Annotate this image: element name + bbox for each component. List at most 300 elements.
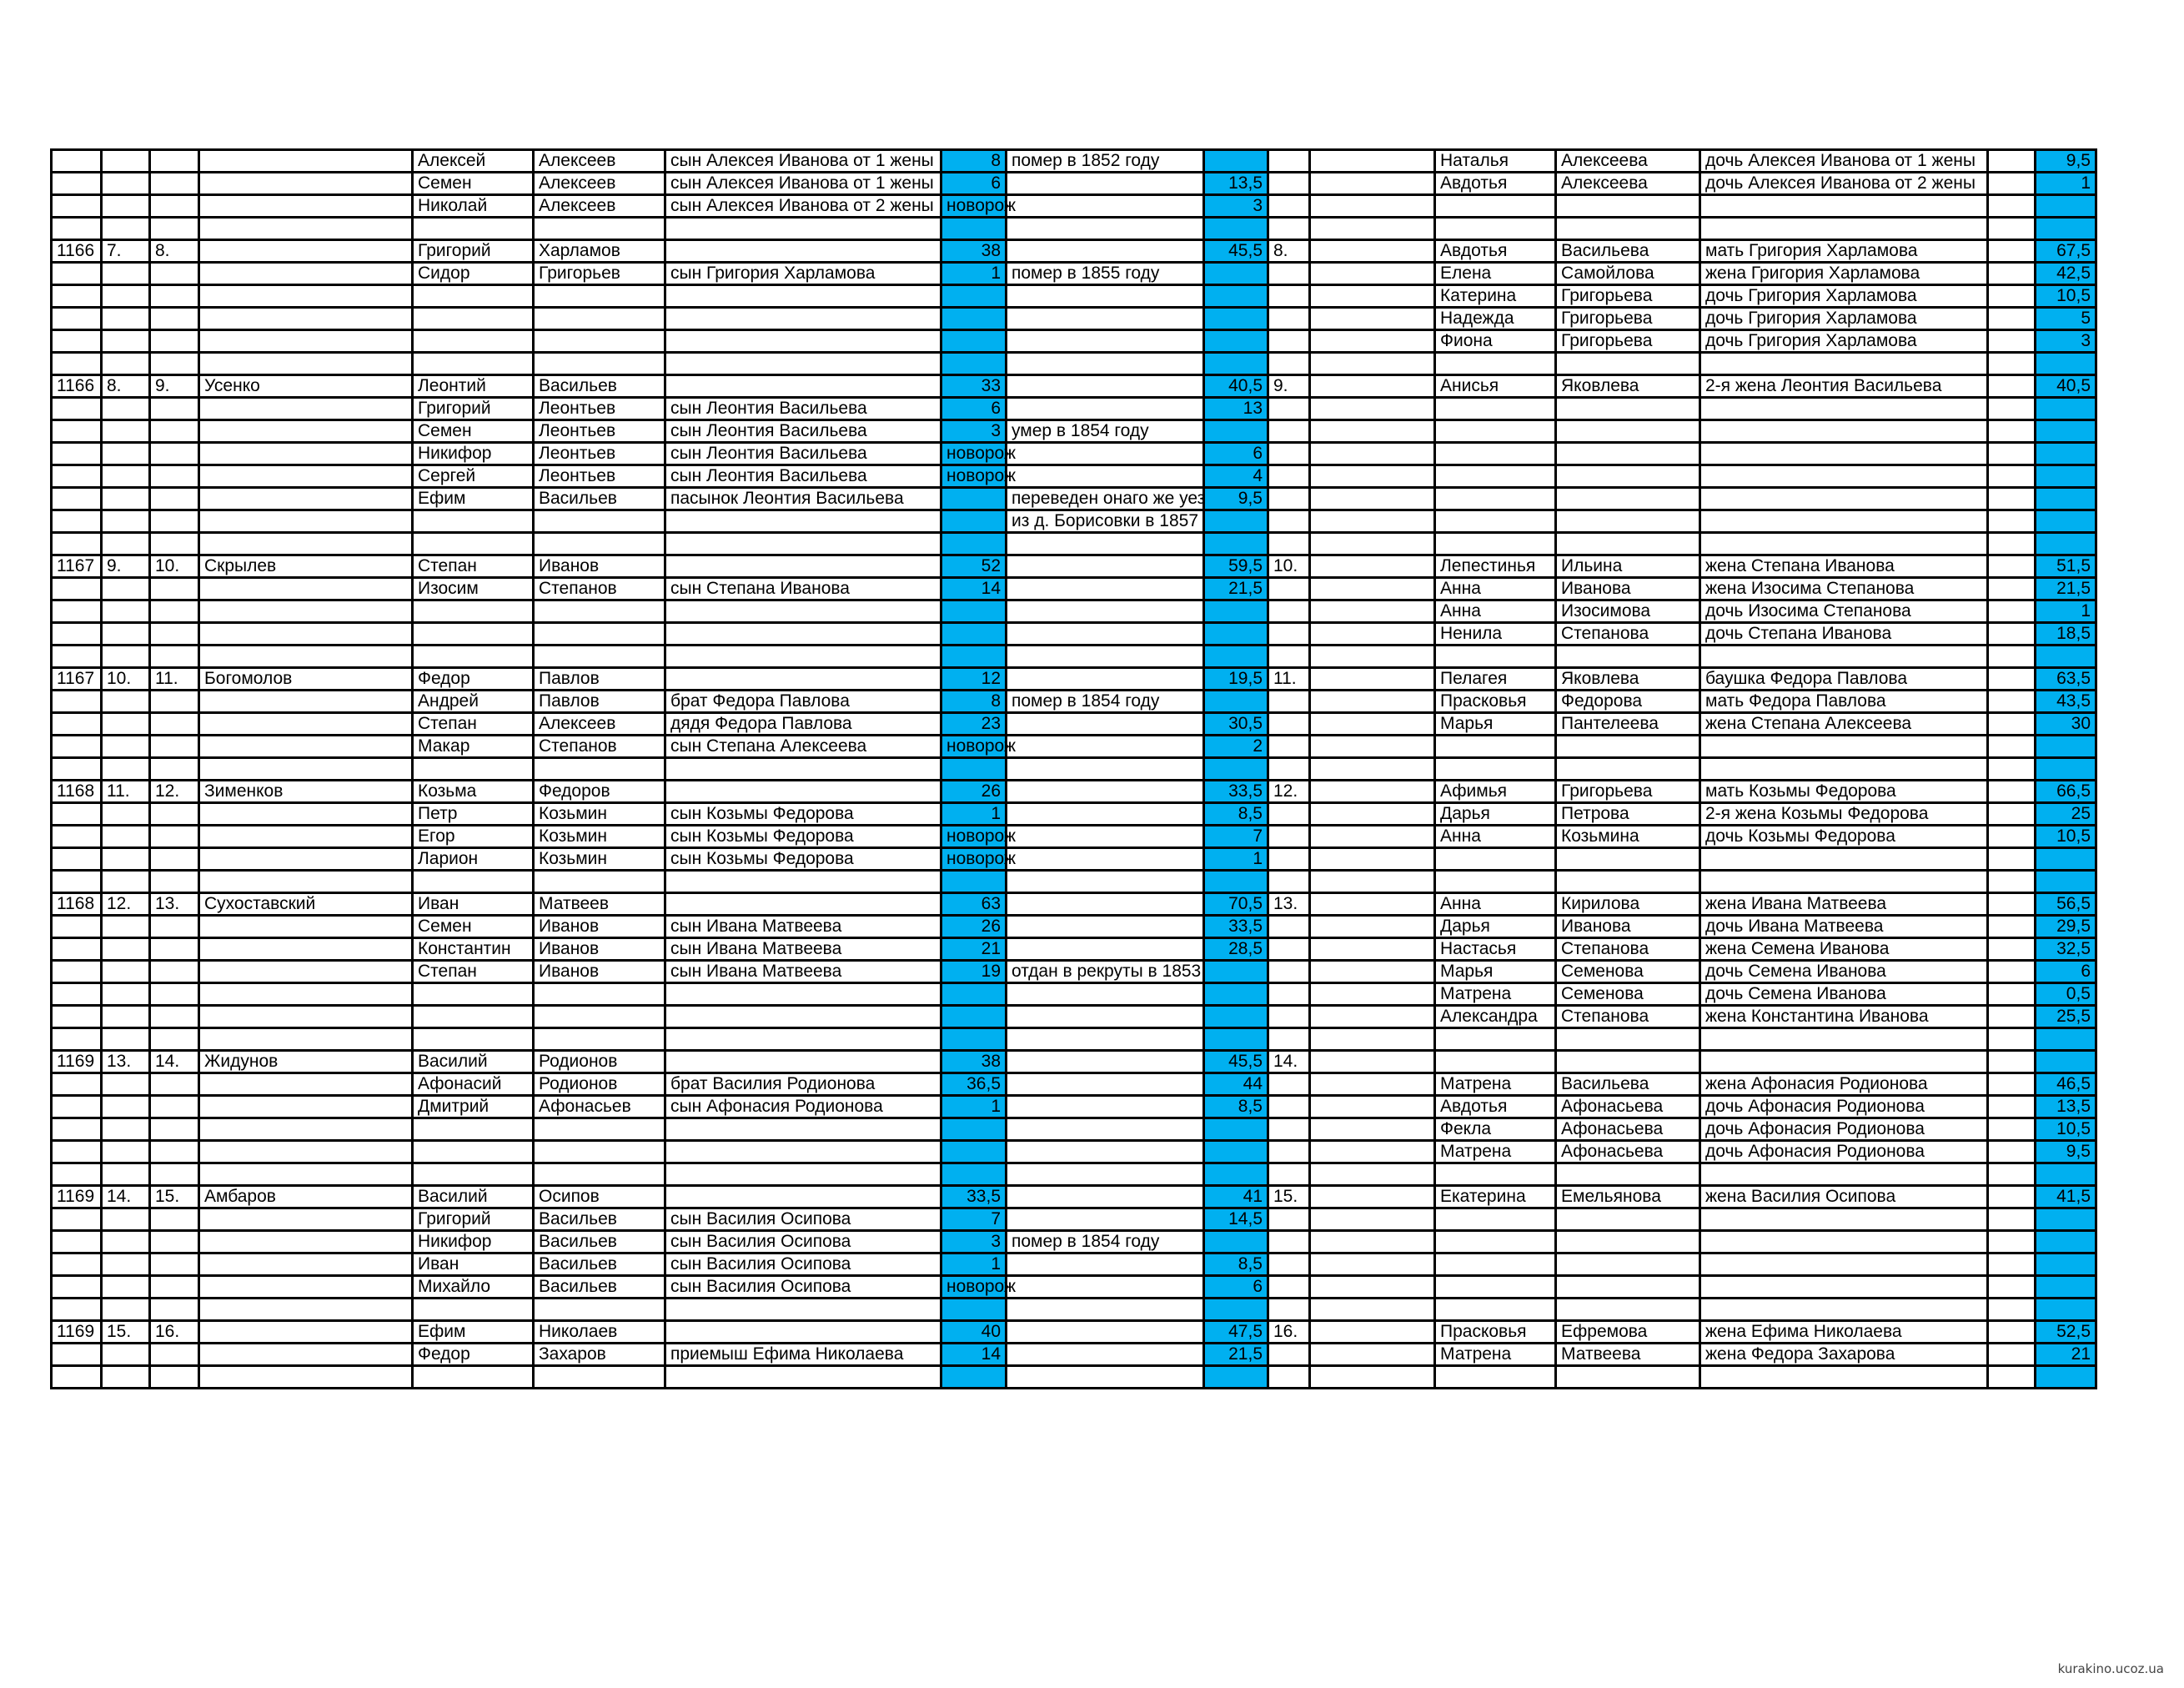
cell-first-name: Егор xyxy=(413,826,534,848)
cell-age-1850 xyxy=(941,510,1007,533)
cell-family-number-old xyxy=(102,308,150,330)
table-row xyxy=(52,443,2096,465)
cell-family-number-new xyxy=(150,623,199,646)
cell-female-family-number: 11. xyxy=(1268,668,1310,691)
cell-age-1858: 6 xyxy=(1204,443,1268,465)
cell-female-relation xyxy=(1700,1276,1988,1299)
cell-female-first-name: Прасковья xyxy=(1435,691,1556,713)
cell-first-name: Никифор xyxy=(413,443,534,465)
cell-spacer xyxy=(1310,1344,1435,1366)
cell-house-number xyxy=(52,465,102,488)
cell-spacer xyxy=(1310,330,1435,353)
cell-age-1850: 3 xyxy=(941,420,1007,443)
cell-first-name xyxy=(413,1118,534,1141)
cell-female-patronymic xyxy=(1556,1276,1700,1299)
cell-relation: сын Алексея Иванова от 1 жены xyxy=(665,150,941,173)
cell-relation: пасынок Леонтия Васильева xyxy=(665,488,941,510)
cell-female-relation xyxy=(1700,848,1988,871)
cell-spacer xyxy=(1310,195,1435,218)
table-row xyxy=(52,938,2096,961)
cell-female-first-name: Матрена xyxy=(1435,1141,1556,1163)
cell-female-patronymic: Афонасьева xyxy=(1556,1141,1700,1163)
cell-female-family-number: 9. xyxy=(1268,375,1310,398)
table-row xyxy=(52,218,2096,240)
cell-patronymic: Степанов xyxy=(534,736,665,758)
cell-first-name xyxy=(413,1006,534,1028)
cell-female-patronymic: Матвеева xyxy=(1556,1344,1700,1366)
cell-female-relation xyxy=(1700,1051,1988,1073)
cell-family-number-new xyxy=(150,1299,199,1321)
cell-family-number-old xyxy=(102,1276,150,1299)
cell-patronymic: Павлов xyxy=(534,668,665,691)
cell-patronymic: Степанов xyxy=(534,578,665,600)
cell-spacer-2 xyxy=(1988,893,2036,916)
cell-spacer-2 xyxy=(1988,1006,2036,1028)
cell-relation xyxy=(665,646,941,668)
cell-female-age xyxy=(2036,420,2096,443)
cell-female-first-name xyxy=(1435,533,1556,555)
cell-patronymic: Иванов xyxy=(534,916,665,938)
cell-note xyxy=(1007,353,1204,375)
table-row xyxy=(52,758,2096,781)
cell-house-number xyxy=(52,488,102,510)
cell-female-patronymic xyxy=(1556,1366,1700,1389)
cell-first-name: Семен xyxy=(413,173,534,195)
cell-patronymic xyxy=(534,983,665,1006)
cell-house-number xyxy=(52,1276,102,1299)
cell-note xyxy=(1007,781,1204,803)
table-row xyxy=(52,555,2096,578)
cell-family-number-new: 9. xyxy=(150,375,199,398)
cell-surname xyxy=(199,1163,413,1186)
cell-house-number xyxy=(52,1366,102,1389)
cell-female-first-name xyxy=(1435,420,1556,443)
cell-spacer xyxy=(1310,488,1435,510)
cell-house-number xyxy=(52,623,102,646)
cell-relation: сын Леонтия Васильева xyxy=(665,465,941,488)
cell-female-first-name xyxy=(1435,443,1556,465)
cell-female-patronymic: Пантелеева xyxy=(1556,713,1700,736)
cell-female-family-number xyxy=(1268,826,1310,848)
cell-age-1858 xyxy=(1204,420,1268,443)
cell-first-name: Сергей xyxy=(413,465,534,488)
cell-surname xyxy=(199,533,413,555)
cell-female-relation xyxy=(1700,488,1988,510)
cell-family-number-new: 16. xyxy=(150,1321,199,1344)
cell-spacer xyxy=(1310,218,1435,240)
cell-female-relation: жена Константина Иванова xyxy=(1700,1006,1988,1028)
cell-female-patronymic: Кирилова xyxy=(1556,893,1700,916)
cell-spacer-2 xyxy=(1988,465,2036,488)
cell-female-family-number xyxy=(1268,1276,1310,1299)
cell-note: умер в 1854 году xyxy=(1007,420,1204,443)
cell-female-first-name: Пелагея xyxy=(1435,668,1556,691)
cell-house-number xyxy=(52,1141,102,1163)
cell-patronymic: Алексеев xyxy=(534,173,665,195)
cell-female-family-number xyxy=(1268,803,1310,826)
cell-spacer-2 xyxy=(1988,803,2036,826)
cell-spacer xyxy=(1310,375,1435,398)
cell-family-number-new xyxy=(150,195,199,218)
cell-age-1850: 33 xyxy=(941,375,1007,398)
cell-female-relation xyxy=(1700,195,1988,218)
cell-age-1858: 33,5 xyxy=(1204,781,1268,803)
cell-female-first-name: Елена xyxy=(1435,263,1556,285)
cell-relation xyxy=(665,1118,941,1141)
cell-female-age: 21,5 xyxy=(2036,578,2096,600)
cell-female-age: 41,5 xyxy=(2036,1186,2096,1208)
cell-surname: Жидунов xyxy=(199,1051,413,1073)
cell-female-age xyxy=(2036,510,2096,533)
cell-first-name: Петр xyxy=(413,803,534,826)
cell-age-1858: 45,5 xyxy=(1204,240,1268,263)
cell-note xyxy=(1007,240,1204,263)
cell-note xyxy=(1007,938,1204,961)
cell-family-number-old xyxy=(102,916,150,938)
cell-house-number: 1169 xyxy=(52,1051,102,1073)
cell-note xyxy=(1007,1118,1204,1141)
cell-female-age: 1 xyxy=(2036,600,2096,623)
cell-note: из д. Борисовки в 1857 xyxy=(1007,510,1204,533)
cell-female-age xyxy=(2036,1208,2096,1231)
cell-female-first-name: Анна xyxy=(1435,893,1556,916)
cell-spacer xyxy=(1310,691,1435,713)
cell-patronymic xyxy=(534,600,665,623)
cell-female-family-number xyxy=(1268,488,1310,510)
table-row xyxy=(52,600,2096,623)
cell-female-age: 3 xyxy=(2036,330,2096,353)
cell-female-age xyxy=(2036,1231,2096,1253)
cell-age-1858 xyxy=(1204,1141,1268,1163)
cell-note xyxy=(1007,736,1204,758)
cell-female-relation: мать Федора Павлова xyxy=(1700,691,1988,713)
cell-spacer xyxy=(1310,781,1435,803)
cell-age-1850: 14 xyxy=(941,1344,1007,1366)
cell-female-first-name: Фиона xyxy=(1435,330,1556,353)
cell-family-number-new xyxy=(150,713,199,736)
cell-female-family-number xyxy=(1268,398,1310,420)
cell-spacer xyxy=(1310,150,1435,173)
cell-first-name xyxy=(413,646,534,668)
cell-note xyxy=(1007,1344,1204,1366)
cell-note xyxy=(1007,173,1204,195)
cell-family-number-old xyxy=(102,600,150,623)
cell-family-number-old xyxy=(102,465,150,488)
cell-first-name xyxy=(413,1141,534,1163)
cell-family-number-old xyxy=(102,420,150,443)
cell-patronymic: Алексеев xyxy=(534,195,665,218)
cell-note xyxy=(1007,803,1204,826)
table-row xyxy=(52,1141,2096,1163)
cell-house-number xyxy=(52,1006,102,1028)
cell-female-relation: жена Ивана Матвеева xyxy=(1700,893,1988,916)
cell-first-name: Василий xyxy=(413,1186,534,1208)
cell-family-number-old xyxy=(102,533,150,555)
cell-surname xyxy=(199,150,413,173)
cell-female-patronymic xyxy=(1556,848,1700,871)
cell-family-number-new: 11. xyxy=(150,668,199,691)
cell-first-name: Никифор xyxy=(413,1231,534,1253)
cell-spacer-2 xyxy=(1988,173,2036,195)
cell-female-patronymic xyxy=(1556,1253,1700,1276)
cell-female-first-name xyxy=(1435,1276,1556,1299)
cell-spacer-2 xyxy=(1988,938,2036,961)
cell-house-number xyxy=(52,1344,102,1366)
cell-age-1858: 13 xyxy=(1204,398,1268,420)
cell-family-number-new xyxy=(150,420,199,443)
cell-patronymic xyxy=(534,510,665,533)
cell-relation: брат Федора Павлова xyxy=(665,691,941,713)
cell-age-1850 xyxy=(941,758,1007,781)
cell-patronymic xyxy=(534,533,665,555)
cell-house-number xyxy=(52,848,102,871)
cell-female-family-number xyxy=(1268,1118,1310,1141)
cell-female-family-number: 15. xyxy=(1268,1186,1310,1208)
cell-female-first-name: Анна xyxy=(1435,578,1556,600)
cell-family-number-new xyxy=(150,578,199,600)
cell-house-number xyxy=(52,578,102,600)
cell-patronymic: Козьмин xyxy=(534,803,665,826)
cell-age-1850: новорож xyxy=(941,1276,1007,1299)
cell-first-name: Андрей xyxy=(413,691,534,713)
cell-patronymic: Федоров xyxy=(534,781,665,803)
cell-family-number-new xyxy=(150,533,199,555)
cell-family-number-new xyxy=(150,1096,199,1118)
table-row xyxy=(52,983,2096,1006)
cell-female-first-name: Надежда xyxy=(1435,308,1556,330)
cell-spacer-2 xyxy=(1988,848,2036,871)
cell-age-1858 xyxy=(1204,308,1268,330)
watermark: kurakino.ucoz.ua xyxy=(2057,1661,2164,1676)
table-row xyxy=(52,375,2096,398)
cell-age-1850: 1 xyxy=(941,803,1007,826)
cell-age-1850: 1 xyxy=(941,1253,1007,1276)
cell-relation xyxy=(665,510,941,533)
cell-family-number-new xyxy=(150,983,199,1006)
cell-age-1858: 9,5 xyxy=(1204,488,1268,510)
cell-spacer-2 xyxy=(1988,1208,2036,1231)
cell-age-1858: 47,5 xyxy=(1204,1321,1268,1344)
cell-age-1850: 6 xyxy=(941,398,1007,420)
cell-age-1850 xyxy=(941,1028,1007,1051)
table-row xyxy=(52,1096,2096,1118)
cell-spacer-2 xyxy=(1988,308,2036,330)
cell-first-name xyxy=(413,623,534,646)
cell-relation: сын Козьмы Федорова xyxy=(665,826,941,848)
cell-house-number xyxy=(52,1073,102,1096)
cell-family-number-new: 10. xyxy=(150,555,199,578)
cell-spacer xyxy=(1310,240,1435,263)
cell-female-age xyxy=(2036,1276,2096,1299)
cell-age-1850: 7 xyxy=(941,1208,1007,1231)
cell-female-family-number xyxy=(1268,623,1310,646)
cell-age-1850: новорож xyxy=(941,195,1007,218)
cell-spacer xyxy=(1310,308,1435,330)
cell-family-number-new xyxy=(150,1366,199,1389)
cell-spacer-2 xyxy=(1988,1276,2036,1299)
cell-patronymic: Леонтьев xyxy=(534,465,665,488)
cell-relation xyxy=(665,1141,941,1163)
cell-age-1858 xyxy=(1204,218,1268,240)
cell-relation xyxy=(665,285,941,308)
cell-female-age xyxy=(2036,218,2096,240)
cell-female-first-name: Матрена xyxy=(1435,1073,1556,1096)
cell-female-relation xyxy=(1700,1253,1988,1276)
cell-female-first-name: Анисья xyxy=(1435,375,1556,398)
cell-female-family-number xyxy=(1268,353,1310,375)
cell-first-name: Григорий xyxy=(413,398,534,420)
cell-age-1850: 1 xyxy=(941,1096,1007,1118)
cell-spacer xyxy=(1310,420,1435,443)
cell-spacer xyxy=(1310,600,1435,623)
cell-relation xyxy=(665,600,941,623)
cell-family-number-old xyxy=(102,623,150,646)
cell-family-number-old xyxy=(102,1141,150,1163)
cell-patronymic: Васильев xyxy=(534,375,665,398)
cell-female-relation: мать Козьмы Федорова xyxy=(1700,781,1988,803)
cell-age-1858 xyxy=(1204,330,1268,353)
cell-note xyxy=(1007,848,1204,871)
cell-female-patronymic: Емельянова xyxy=(1556,1186,1700,1208)
cell-relation xyxy=(665,1051,941,1073)
cell-female-family-number xyxy=(1268,1073,1310,1096)
cell-first-name: Федор xyxy=(413,668,534,691)
cell-female-age: 10,5 xyxy=(2036,826,2096,848)
cell-surname xyxy=(199,1208,413,1231)
cell-age-1850 xyxy=(941,623,1007,646)
cell-female-patronymic: Степанова xyxy=(1556,938,1700,961)
cell-spacer-2 xyxy=(1988,1073,2036,1096)
table-row xyxy=(52,1163,2096,1186)
cell-age-1858: 40,5 xyxy=(1204,375,1268,398)
cell-family-number-new xyxy=(150,488,199,510)
cell-female-age: 0,5 xyxy=(2036,983,2096,1006)
cell-family-number-old xyxy=(102,961,150,983)
cell-female-family-number xyxy=(1268,1299,1310,1321)
cell-female-first-name: Дарья xyxy=(1435,916,1556,938)
cell-family-number-new xyxy=(150,826,199,848)
cell-age-1858 xyxy=(1204,961,1268,983)
cell-family-number-old: 11. xyxy=(102,781,150,803)
cell-family-number-new xyxy=(150,353,199,375)
cell-family-number-new xyxy=(150,173,199,195)
cell-family-number-old: 10. xyxy=(102,668,150,691)
cell-relation: сын Григория Харламова xyxy=(665,263,941,285)
cell-age-1850: новорож xyxy=(941,443,1007,465)
cell-note: переведен онаго же уез xyxy=(1007,488,1204,510)
cell-age-1850 xyxy=(941,871,1007,893)
cell-spacer-2 xyxy=(1988,420,2036,443)
cell-female-family-number xyxy=(1268,173,1310,195)
cell-spacer xyxy=(1310,1299,1435,1321)
cell-female-family-number: 8. xyxy=(1268,240,1310,263)
cell-house-number xyxy=(52,1253,102,1276)
cell-female-patronymic xyxy=(1556,465,1700,488)
cell-note xyxy=(1007,893,1204,916)
cell-age-1858 xyxy=(1204,871,1268,893)
cell-family-number-new: 12. xyxy=(150,781,199,803)
cell-female-first-name xyxy=(1435,488,1556,510)
cell-spacer xyxy=(1310,533,1435,555)
cell-female-age xyxy=(2036,1163,2096,1186)
cell-female-first-name: Прасковья xyxy=(1435,1321,1556,1344)
cell-family-number-new xyxy=(150,263,199,285)
cell-age-1858: 8,5 xyxy=(1204,1253,1268,1276)
cell-spacer-2 xyxy=(1988,533,2036,555)
cell-note: помер в 1854 году xyxy=(1007,1231,1204,1253)
cell-family-number-old xyxy=(102,173,150,195)
cell-spacer-2 xyxy=(1988,285,2036,308)
cell-note xyxy=(1007,1321,1204,1344)
cell-female-patronymic xyxy=(1556,1208,1700,1231)
cell-relation: сын Алексея Иванова от 2 жены xyxy=(665,195,941,218)
cell-first-name: Семен xyxy=(413,420,534,443)
cell-female-first-name: Фекла xyxy=(1435,1118,1556,1141)
cell-first-name xyxy=(413,330,534,353)
cell-age-1850: 21 xyxy=(941,938,1007,961)
cell-age-1858: 19,5 xyxy=(1204,668,1268,691)
cell-first-name: Семен xyxy=(413,916,534,938)
cell-surname: Амбаров xyxy=(199,1186,413,1208)
cell-spacer xyxy=(1310,1208,1435,1231)
cell-age-1850: 40 xyxy=(941,1321,1007,1344)
cell-family-number-old xyxy=(102,713,150,736)
cell-female-family-number xyxy=(1268,533,1310,555)
table-row xyxy=(52,1118,2096,1141)
cell-spacer xyxy=(1310,1096,1435,1118)
cell-house-number: 1167 xyxy=(52,668,102,691)
cell-female-patronymic: Григорьева xyxy=(1556,781,1700,803)
cell-age-1850: 1 xyxy=(941,263,1007,285)
cell-female-relation: дочь Афонасия Родионова xyxy=(1700,1118,1988,1141)
cell-house-number xyxy=(52,871,102,893)
cell-relation: сын Василия Осипова xyxy=(665,1208,941,1231)
table-body xyxy=(52,150,2096,1389)
cell-female-relation: мать Григория Харламова xyxy=(1700,240,1988,263)
cell-spacer-2 xyxy=(1988,1231,2036,1253)
cell-note xyxy=(1007,465,1204,488)
cell-spacer xyxy=(1310,1321,1435,1344)
cell-female-first-name: Марья xyxy=(1435,713,1556,736)
cell-patronymic: Захаров xyxy=(534,1344,665,1366)
cell-house-number xyxy=(52,961,102,983)
cell-house-number xyxy=(52,736,102,758)
cell-female-family-number xyxy=(1268,983,1310,1006)
cell-spacer-2 xyxy=(1988,758,2036,781)
table-row xyxy=(52,1253,2096,1276)
cell-family-number-new xyxy=(150,1208,199,1231)
cell-age-1858 xyxy=(1204,263,1268,285)
cell-age-1858: 59,5 xyxy=(1204,555,1268,578)
cell-female-patronymic: Федорова xyxy=(1556,691,1700,713)
cell-surname xyxy=(199,578,413,600)
cell-first-name xyxy=(413,1299,534,1321)
table-row xyxy=(52,1073,2096,1096)
cell-female-family-number xyxy=(1268,600,1310,623)
cell-spacer xyxy=(1310,1006,1435,1028)
cell-spacer-2 xyxy=(1988,330,2036,353)
cell-female-relation: жена Изосима Степанова xyxy=(1700,578,1988,600)
cell-family-number-old xyxy=(102,1028,150,1051)
cell-female-age: 67,5 xyxy=(2036,240,2096,263)
table-row xyxy=(52,1028,2096,1051)
cell-surname xyxy=(199,1073,413,1096)
cell-female-age: 9,5 xyxy=(2036,150,2096,173)
cell-age-1850: 8 xyxy=(941,691,1007,713)
table-row xyxy=(52,1299,2096,1321)
cell-age-1850 xyxy=(941,330,1007,353)
cell-age-1858: 4 xyxy=(1204,465,1268,488)
